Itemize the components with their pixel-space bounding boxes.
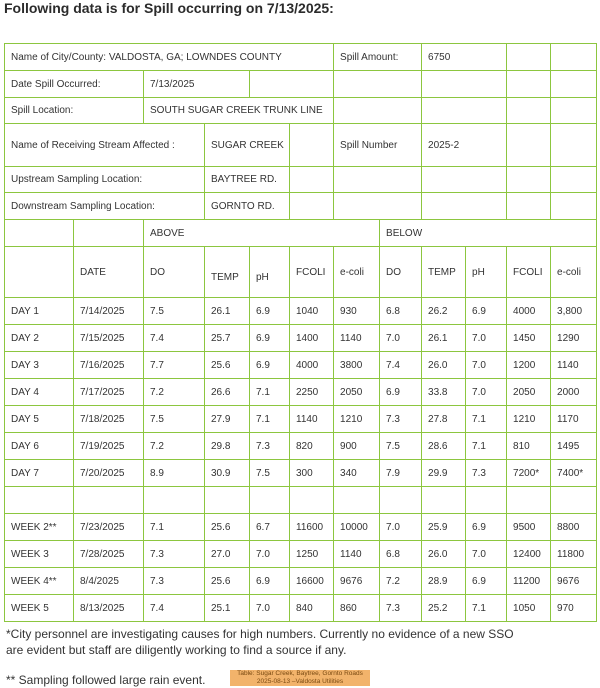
date-label: Date Spill Occurred: [5, 71, 144, 98]
table-cell: 2000 [551, 379, 597, 406]
table-cell: 7/19/2025 [74, 433, 144, 460]
table-cell: 7.2 [144, 379, 205, 406]
table-cell: 7.3 [250, 433, 290, 460]
table-cell: 7.3 [144, 541, 205, 568]
table-caption-stamp [230, 670, 370, 686]
table-cell: 7/23/2025 [74, 514, 144, 541]
table-cell: 9500 [507, 514, 551, 541]
stream-label: Name of Receiving Stream Affected : [5, 124, 205, 167]
daily-rows [5, 298, 597, 487]
location-value: SOUTH SUGAR CREEK TRUNK LINE [144, 98, 334, 124]
table-cell: 7/18/2025 [74, 406, 144, 433]
table-cell: 7.0 [466, 325, 507, 352]
table-cell: 7.0 [250, 541, 290, 568]
table-cell: 29.8 [205, 433, 250, 460]
table-cell: 7.5 [144, 406, 205, 433]
row-label-cell: DAY 6 [5, 433, 74, 460]
table-cell: 30.9 [205, 460, 250, 487]
downstream-value: GORNTO RD. [205, 193, 290, 220]
table-cell: 1210 [334, 406, 380, 433]
empty-cell [551, 167, 597, 193]
col-header-above-do: DO [144, 247, 205, 298]
table-cell: 6.9 [250, 325, 290, 352]
table-cell: 1290 [551, 325, 597, 352]
table-cell: 970 [551, 595, 597, 622]
table-cell: 7.3 [466, 460, 507, 487]
row-label-cell: DAY 5 [5, 406, 74, 433]
table-cell: 1140 [334, 325, 380, 352]
week-row [5, 568, 597, 595]
spill-number-value: 2025-2 [422, 124, 507, 167]
week-row [5, 541, 597, 568]
empty-cell [551, 487, 597, 514]
double-asterisk-note: ** Sampling followed large rain event. [6, 673, 206, 687]
empty-cell [290, 124, 334, 167]
row-label-cell: WEEK 4** [5, 568, 74, 595]
row-label-cell: DAY 7 [5, 460, 74, 487]
table-cell: 27.9 [205, 406, 250, 433]
asterisk-note: *City personnel are investigating causes for high numbers. Currently no evidence of a new SSO are evident but staff are diligently working to find a source if any. [6, 627, 514, 657]
empty-cell [507, 487, 551, 514]
table-cell: 9676 [334, 568, 380, 595]
table-cell: 7/28/2025 [74, 541, 144, 568]
empty-cell [507, 44, 551, 71]
table-cell: 7.0 [250, 595, 290, 622]
table-cell: 7.7 [144, 352, 205, 379]
weekly-rows [5, 514, 597, 622]
spill-number-label: Spill Number [334, 124, 422, 167]
empty-cell [250, 487, 290, 514]
col-header-above-fcoli: FCOLI [290, 247, 334, 298]
page-heading: Following data is for Spill occurring on 7/13/2025: [4, 0, 334, 16]
empty-cell [551, 98, 597, 124]
table-cell: 7.4 [144, 325, 205, 352]
table-cell: 1140 [290, 406, 334, 433]
col-header-below-ph: pH [466, 247, 507, 298]
table-cell: 9676 [551, 568, 597, 595]
empty-cell [507, 193, 551, 220]
empty-cell [290, 193, 334, 220]
table-cell: 7/20/2025 [74, 460, 144, 487]
table-cell: 28.9 [422, 568, 466, 595]
table-cell: 860 [334, 595, 380, 622]
table-cell: 6.9 [250, 298, 290, 325]
table-cell: 7.1 [466, 595, 507, 622]
table-cell: 6.7 [250, 514, 290, 541]
info-row-stream [5, 124, 597, 167]
table-cell: 7.3 [144, 568, 205, 595]
empty-cell [5, 220, 74, 247]
col-header-below-ecoli: e-coli [551, 247, 597, 298]
info-row-upstream [5, 167, 597, 193]
table-cell: 1250 [290, 541, 334, 568]
location-label: Spill Location: [5, 98, 144, 124]
empty-cell [507, 124, 551, 167]
table-cell: 8/4/2025 [74, 568, 144, 595]
table-cell: 900 [334, 433, 380, 460]
table-cell: 1140 [551, 352, 597, 379]
table-cell: 3,800 [551, 298, 597, 325]
table-cell: 7.5 [380, 433, 422, 460]
row-label-cell: WEEK 2** [5, 514, 74, 541]
table-cell: 16600 [290, 568, 334, 595]
empty-cell [551, 124, 597, 167]
empty-cell [144, 487, 205, 514]
info-row-location [5, 98, 597, 124]
table-cell: 6.8 [380, 541, 422, 568]
table-cell: 11800 [551, 541, 597, 568]
table-cell: 11200 [507, 568, 551, 595]
above-group-label: ABOVE [144, 220, 380, 247]
empty-cell [422, 167, 507, 193]
empty-cell [334, 193, 422, 220]
table-cell: 33.8 [422, 379, 466, 406]
table-cell: 930 [334, 298, 380, 325]
table-cell: 25.6 [205, 514, 250, 541]
day-row [5, 460, 597, 487]
table-cell: 28.6 [422, 433, 466, 460]
table-cell: 8.9 [144, 460, 205, 487]
table-cell: 7.0 [466, 379, 507, 406]
table-cell: 7.0 [380, 325, 422, 352]
empty-cell [422, 193, 507, 220]
table-cell: 7.5 [250, 460, 290, 487]
col-header-above-ecoli: e-coli [334, 247, 380, 298]
day-row [5, 352, 597, 379]
table-cell: 26.0 [422, 352, 466, 379]
row-label-cell: WEEK 5 [5, 595, 74, 622]
table-cell: 7.9 [380, 460, 422, 487]
table-cell: 8800 [551, 514, 597, 541]
spill-data-table [4, 43, 597, 622]
empty-cell [422, 71, 507, 98]
empty-cell [334, 71, 422, 98]
table-cell: 1040 [290, 298, 334, 325]
table-cell: 7.1 [466, 406, 507, 433]
table-cell: 25.6 [205, 352, 250, 379]
table-cell: 27.8 [422, 406, 466, 433]
empty-cell [290, 487, 334, 514]
table-cell: 7.0 [466, 352, 507, 379]
table-cell: 7.3 [380, 406, 422, 433]
spacer-row [5, 487, 597, 514]
upstream-label: Upstream Sampling Location: [5, 167, 205, 193]
table-cell: 3800 [334, 352, 380, 379]
empty-cell [507, 98, 551, 124]
empty-cell [74, 487, 144, 514]
table-cell: 25.6 [205, 568, 250, 595]
empty-cell [422, 98, 507, 124]
table-cell: 820 [290, 433, 334, 460]
table-cell: 8/13/2025 [74, 595, 144, 622]
table-cell: 25.9 [422, 514, 466, 541]
stamp-line-1: Table: Sugar Creek, Baytree, Gornto Roads [237, 670, 363, 677]
table-cell: 25.7 [205, 325, 250, 352]
col-header-below-fcoli: FCOLI [507, 247, 551, 298]
empty-cell [74, 220, 144, 247]
empty-cell [551, 193, 597, 220]
table-cell: 1400 [290, 325, 334, 352]
table-cell: 7.0 [466, 541, 507, 568]
table-cell: 27.0 [205, 541, 250, 568]
table-cell: 26.6 [205, 379, 250, 406]
table-cell: 7200* [507, 460, 551, 487]
empty-cell [551, 44, 597, 71]
table-cell: 1050 [507, 595, 551, 622]
empty-cell [5, 247, 74, 298]
row-label-cell: DAY 2 [5, 325, 74, 352]
empty-cell [422, 487, 466, 514]
table-cell: 840 [290, 595, 334, 622]
spill-amount-label: Spill Amount: [334, 44, 422, 71]
table-cell: 6.9 [466, 568, 507, 595]
day-row [5, 325, 597, 352]
city-label: Name of City/County: VALDOSTA, GA; LOWNDES COUNTY [5, 44, 334, 71]
table-cell: 4000 [290, 352, 334, 379]
table-cell: 7/15/2025 [74, 325, 144, 352]
row-label-cell: DAY 1 [5, 298, 74, 325]
empty-cell [334, 98, 422, 124]
table-cell: 1450 [507, 325, 551, 352]
date-value: 7/13/2025 [144, 71, 250, 98]
table-cell: 7.4 [380, 352, 422, 379]
table-cell: 26.1 [422, 325, 466, 352]
table-cell: 25.1 [205, 595, 250, 622]
table-cell: 7.5 [144, 298, 205, 325]
col-header-below-temp: TEMP [422, 247, 466, 298]
row-label-cell: WEEK 3 [5, 541, 74, 568]
col-header-date: DATE [74, 247, 144, 298]
below-group-label: BELOW [380, 220, 597, 247]
column-header-row [5, 247, 597, 298]
table-cell: 29.9 [422, 460, 466, 487]
empty-cell [551, 71, 597, 98]
day-row [5, 406, 597, 433]
week-row [5, 514, 597, 541]
stamp-line-2: 2025-08-13 –Valdosta Utilities [256, 677, 344, 685]
stream-value: SUGAR CREEK [205, 124, 290, 167]
row-label-cell: DAY 3 [5, 352, 74, 379]
table-cell: 10000 [334, 514, 380, 541]
table-cell: 1140 [334, 541, 380, 568]
info-row-city [5, 44, 597, 71]
table-cell: 7/14/2025 [74, 298, 144, 325]
table-cell: 6.9 [250, 568, 290, 595]
table-cell: 6.8 [380, 298, 422, 325]
empty-cell [250, 71, 334, 98]
day-row [5, 433, 597, 460]
table-cell: 340 [334, 460, 380, 487]
table-cell: 300 [290, 460, 334, 487]
table-cell: 26.2 [422, 298, 466, 325]
upstream-value: BAYTREE RD. [205, 167, 290, 193]
table-cell: 25.2 [422, 595, 466, 622]
table-cell: 7.0 [380, 514, 422, 541]
empty-cell [334, 167, 422, 193]
table-cell: 1495 [551, 433, 597, 460]
col-header-below-do: DO [380, 247, 422, 298]
info-row-downstream [5, 193, 597, 220]
table-cell: 1170 [551, 406, 597, 433]
table-cell: 6.9 [466, 298, 507, 325]
table-cell: 7.1 [250, 406, 290, 433]
week-row [5, 595, 597, 622]
empty-cell [380, 487, 422, 514]
empty-cell [334, 487, 380, 514]
day-row [5, 298, 597, 325]
table-cell: 11600 [290, 514, 334, 541]
table-cell: 26.0 [422, 541, 466, 568]
table-cell: 6.9 [380, 379, 422, 406]
empty-cell [507, 71, 551, 98]
spill-amount-value: 6750 [422, 44, 507, 71]
row-label-cell: DAY 4 [5, 379, 74, 406]
table-cell: 7.3 [380, 595, 422, 622]
table-cell: 7.4 [144, 595, 205, 622]
table-cell: 810 [507, 433, 551, 460]
table-cell: 6.9 [466, 514, 507, 541]
table-cell: 7.2 [380, 568, 422, 595]
empty-cell [507, 167, 551, 193]
table-cell: 4000 [507, 298, 551, 325]
table-cell: 7.1 [144, 514, 205, 541]
info-row-date [5, 71, 597, 98]
empty-cell [205, 487, 250, 514]
col-header-above-temp: TEMP [205, 247, 250, 298]
downstream-label: Downstream Sampling Location: [5, 193, 205, 220]
table-cell: 7400* [551, 460, 597, 487]
day-row [5, 379, 597, 406]
table-cell: 7/17/2025 [74, 379, 144, 406]
table-cell: 1210 [507, 406, 551, 433]
table-cell: 7.1 [466, 433, 507, 460]
table-cell: 7/16/2025 [74, 352, 144, 379]
table-cell: 7.1 [250, 379, 290, 406]
empty-cell [290, 167, 334, 193]
table-cell: 12400 [507, 541, 551, 568]
empty-cell [466, 487, 507, 514]
col-header-above-ph: pH [250, 247, 290, 298]
table-cell: 2050 [334, 379, 380, 406]
empty-cell [5, 487, 74, 514]
table-cell: 2050 [507, 379, 551, 406]
table-cell: 1200 [507, 352, 551, 379]
table-cell: 7.2 [144, 433, 205, 460]
table-cell: 26.1 [205, 298, 250, 325]
table-cell: 6.9 [250, 352, 290, 379]
group-header-row [5, 220, 597, 247]
table-cell: 2250 [290, 379, 334, 406]
